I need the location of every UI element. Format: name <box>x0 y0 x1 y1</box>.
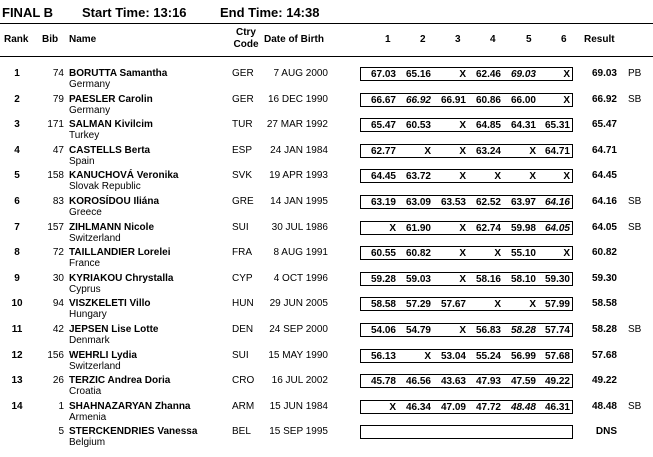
trial-1-value: 64.45 <box>370 171 396 183</box>
table-row <box>0 346 653 372</box>
country-code: CYP <box>232 272 253 284</box>
result-cell: 65.47 <box>591 119 617 131</box>
athlete-name: KYRIAKOU Chrystalla <box>69 272 174 284</box>
bib-cell: 156 <box>47 349 64 361</box>
trial-4-value: 47.72 <box>475 401 501 413</box>
header-name: Name <box>69 34 97 45</box>
trial-6-value: X <box>563 69 570 80</box>
record-badge: PB <box>628 68 642 79</box>
athlete-country: Greece <box>69 206 102 218</box>
trial-1-value: 54.06 <box>370 324 396 336</box>
trial-3-value: X <box>459 145 466 157</box>
header-result: Result <box>584 34 615 45</box>
athlete-name: SALMAN Kivilcim <box>69 119 153 131</box>
country-code: SVK <box>232 170 253 182</box>
athlete-country: Turkey <box>69 130 100 142</box>
trial-5-value: 69.03 <box>510 69 536 80</box>
bib-cell: 83 <box>52 195 64 207</box>
trials-box <box>360 374 573 388</box>
trial-3-value: 66.91 <box>440 94 466 106</box>
table-row <box>0 243 653 269</box>
bib-cell: 42 <box>52 323 64 335</box>
trial-2-value: 60.82 <box>405 248 431 260</box>
trials-box <box>360 169 573 183</box>
header-trial-6: 6 <box>561 34 567 45</box>
athlete-name: SHAHNAZARYAN Zhanna <box>69 400 191 412</box>
event-title-bar <box>2 5 652 21</box>
rank-cell: 1 <box>14 68 20 79</box>
table-row <box>0 422 653 448</box>
country-code: BEL <box>232 426 251 438</box>
result-cell: DNS <box>595 426 617 438</box>
date-of-birth: 16 DEC 1990 <box>267 93 328 105</box>
trial-6-value: 64.16 <box>544 196 570 208</box>
trials-box <box>360 195 573 209</box>
trial-3-value: X <box>459 171 466 183</box>
athlete-country: Spain <box>69 155 95 167</box>
header-ctry-code <box>231 27 261 51</box>
date-of-birth: 29 JUN 2005 <box>269 298 328 310</box>
trial-4-value: X <box>494 248 501 260</box>
trial-4-value: 62.46 <box>475 69 501 80</box>
trial-4-value: 63.24 <box>475 145 501 157</box>
rank-cell: 2 <box>14 93 20 105</box>
athlete-country: Hungary <box>69 309 107 321</box>
bib-cell: 94 <box>52 298 64 310</box>
trial-1-value: 65.47 <box>370 120 396 132</box>
country-code: HUN <box>232 298 254 310</box>
result-cell: 64.45 <box>591 170 617 182</box>
trials-box <box>360 93 573 107</box>
rank-cell: 5 <box>14 170 20 182</box>
trial-4-value: 58.16 <box>475 273 501 285</box>
trial-3-value: X <box>459 222 466 234</box>
trial-5-value: X <box>529 299 536 311</box>
trial-1-value: 66.67 <box>370 94 396 106</box>
header-ctry: Ctry <box>235 27 256 38</box>
results-table-body <box>0 64 653 448</box>
athlete-country: Slovak Republic <box>69 181 141 193</box>
trial-5-value: 63.97 <box>510 196 536 208</box>
trial-1-value: X <box>389 401 396 413</box>
result-cell: 66.92 <box>591 93 617 105</box>
trial-3-value: X <box>459 248 466 260</box>
bib-cell: 72 <box>52 247 64 259</box>
trial-2-value: 60.53 <box>405 120 431 132</box>
athlete-name: STERCKENDRIES Vanessa <box>69 426 198 438</box>
header-trial-1: 1 <box>385 34 391 45</box>
athlete-country: Cyprus <box>69 283 101 295</box>
trial-6-value: 64.05 <box>544 222 570 234</box>
country-code: GER <box>232 93 254 105</box>
athlete-country: Denmark <box>69 334 110 346</box>
trial-2-value: 66.92 <box>405 94 431 106</box>
rank-cell: 11 <box>11 323 23 335</box>
table-row <box>0 397 653 423</box>
trial-5-value: 66.00 <box>510 94 536 106</box>
trial-3-value: 63.53 <box>440 196 466 208</box>
bib-cell: 74 <box>52 68 64 79</box>
trials-box <box>360 400 573 414</box>
table-row <box>0 320 653 346</box>
trial-3-value: 53.04 <box>440 350 466 362</box>
bib-cell: 158 <box>47 170 64 182</box>
trial-4-value: X <box>494 171 501 183</box>
trial-4-value: 47.93 <box>475 376 501 388</box>
athlete-country: Germany <box>69 104 111 116</box>
trial-5-value: 58.10 <box>510 273 536 285</box>
trial-4-value: 62.52 <box>475 196 501 208</box>
bib-cell: 157 <box>47 221 64 233</box>
date-of-birth: 14 JAN 1995 <box>270 195 328 207</box>
start-time: Start Time: 13:16 <box>82 5 187 20</box>
table-row <box>0 115 653 141</box>
result-cell: 57.68 <box>591 349 617 361</box>
table-row <box>0 269 653 295</box>
event-title: FINAL B <box>2 5 54 20</box>
bib-cell: 5 <box>58 426 64 438</box>
trials-box <box>360 67 573 81</box>
country-code: FRA <box>232 247 252 259</box>
rank-cell: 13 <box>11 375 23 387</box>
trial-2-value: 46.34 <box>405 401 431 413</box>
table-row <box>0 371 653 397</box>
trial-6-value: 59.30 <box>544 273 570 285</box>
header-code: Code <box>233 39 259 50</box>
athlete-country: Germany <box>69 79 111 90</box>
record-badge: SB <box>628 221 642 233</box>
trial-2-value: 54.79 <box>405 324 431 336</box>
bib-cell: 171 <box>47 119 64 131</box>
trial-6-value: 49.22 <box>544 376 570 388</box>
rank-cell: 14 <box>11 400 23 412</box>
athlete-name: TAILLANDIER Lorelei <box>69 247 171 259</box>
result-cell: 48.48 <box>591 400 617 412</box>
date-of-birth: 19 APR 1993 <box>269 170 328 182</box>
table-row <box>0 141 653 167</box>
athlete-name: ZIHLMANN Nicole <box>69 221 154 233</box>
bib-cell: 30 <box>52 272 64 284</box>
table-row <box>0 192 653 218</box>
trial-4-value: 56.83 <box>475 324 501 336</box>
rank-cell: 3 <box>14 119 20 131</box>
result-cell: 64.16 <box>591 195 617 207</box>
trial-6-value: 57.99 <box>544 299 570 311</box>
rank-cell: 4 <box>14 144 20 156</box>
trials-box <box>360 297 573 311</box>
country-code: DEN <box>232 323 254 335</box>
athlete-name: JEPSEN Lise Lotte <box>69 323 159 335</box>
trial-5-value: 55.10 <box>510 248 536 260</box>
bib-cell: 47 <box>52 144 64 156</box>
date-of-birth: 24 SEP 2000 <box>269 323 328 335</box>
trial-6-value: 64.71 <box>544 145 570 157</box>
trial-4-value: 60.86 <box>475 94 501 106</box>
table-row <box>0 294 653 320</box>
trial-1-value: 63.19 <box>370 196 396 208</box>
result-cell: 69.03 <box>591 68 617 79</box>
trial-2-value: 63.09 <box>405 196 431 208</box>
trial-4-value: 64.85 <box>475 120 501 132</box>
trials-box <box>360 425 573 439</box>
table-header <box>0 23 653 56</box>
athlete-name: CASTELLS Berta <box>69 144 151 156</box>
rank-cell: 10 <box>11 298 23 310</box>
trial-5-value: X <box>529 145 536 157</box>
athlete-name: VISZKELETI Villo <box>69 298 151 310</box>
trial-2-value: 46.56 <box>405 376 431 388</box>
trials-box <box>360 272 573 286</box>
trial-3-value: 43.63 <box>440 376 466 388</box>
trial-1-value: 67.03 <box>370 69 396 80</box>
date-of-birth: 15 JUN 1984 <box>269 400 328 412</box>
trial-4-value: 55.24 <box>475 350 501 362</box>
header-bottom-rule <box>0 56 653 57</box>
trials-box <box>360 221 573 235</box>
trial-2-value: 63.72 <box>405 171 431 183</box>
rank-cell: 12 <box>11 349 23 361</box>
rank-cell: 6 <box>14 195 20 207</box>
trial-5-value: 58.28 <box>510 324 536 336</box>
bib-cell: 79 <box>52 93 64 105</box>
country-code: TUR <box>232 119 253 131</box>
rank-cell: 7 <box>14 221 20 233</box>
athlete-country: Belgium <box>69 437 106 449</box>
athlete-name: WEHRLI Lydia <box>69 349 137 361</box>
trial-5-value: 48.48 <box>510 401 536 413</box>
athlete-country: Switzerland <box>69 360 121 372</box>
trials-box <box>360 349 573 363</box>
athlete-name: BORUTTA Samantha <box>69 68 168 79</box>
trial-6-value: X <box>563 248 570 260</box>
record-badge: SB <box>628 93 642 105</box>
trial-3-value: X <box>459 69 466 80</box>
date-of-birth: 24 JAN 1984 <box>270 144 328 156</box>
trial-5-value: 47.59 <box>510 376 536 388</box>
trial-2-value: X <box>424 350 431 362</box>
trial-1-value: 56.13 <box>370 350 396 362</box>
date-of-birth: 15 MAY 1990 <box>268 349 328 361</box>
athlete-country: Croatia <box>69 386 102 398</box>
table-row <box>0 166 653 192</box>
table-row <box>0 90 653 116</box>
trial-1-value: 58.58 <box>370 299 396 311</box>
trial-5-value: X <box>529 171 536 183</box>
rank-cell: 8 <box>14 247 20 259</box>
trial-5-value: 59.98 <box>510 222 536 234</box>
trial-2-value: 61.90 <box>405 222 431 234</box>
athlete-country: France <box>69 258 101 270</box>
athlete-name: PAESLER Carolin <box>69 93 153 105</box>
result-cell: 64.05 <box>591 221 617 233</box>
athlete-country: Switzerland <box>69 232 121 244</box>
trial-3-value: X <box>459 324 466 336</box>
bib-cell: 1 <box>58 400 64 412</box>
table-row <box>0 64 653 90</box>
trials-box <box>360 323 573 337</box>
trials-box <box>360 144 573 158</box>
trial-3-value: X <box>459 120 466 132</box>
record-badge: SB <box>628 195 642 207</box>
result-cell: 49.22 <box>591 375 617 387</box>
trial-1-value: 45.78 <box>370 376 396 388</box>
header-bib: Bib <box>42 34 59 45</box>
country-code: SUI <box>232 221 249 233</box>
record-badge: SB <box>628 400 642 412</box>
trial-6-value: X <box>563 171 570 183</box>
header-trial-4: 4 <box>490 34 496 45</box>
athlete-name: TERZIC Andrea Doria <box>69 375 171 387</box>
country-code: SUI <box>232 349 249 361</box>
trial-6-value: 57.74 <box>544 324 570 336</box>
trial-6-value: 57.68 <box>544 350 570 362</box>
rank-cell: 9 <box>14 272 20 284</box>
date-of-birth: 15 SEP 1995 <box>269 426 328 438</box>
date-of-birth: 30 JUL 1986 <box>271 221 328 233</box>
result-cell: 58.28 <box>591 323 617 335</box>
country-code: ARM <box>232 400 255 412</box>
trials-box <box>360 246 573 260</box>
trial-5-value: 64.31 <box>510 120 536 132</box>
result-cell: 58.58 <box>591 298 617 310</box>
result-cell: 64.71 <box>591 144 617 156</box>
country-code: GRE <box>232 195 254 207</box>
country-code: CRO <box>232 375 255 387</box>
record-badge: SB <box>628 323 642 335</box>
trial-3-value: X <box>459 273 466 285</box>
header-trial-2: 2 <box>420 34 426 45</box>
trial-2-value: 57.29 <box>405 299 431 311</box>
trial-1-value: 60.55 <box>370 248 396 260</box>
country-code: GER <box>232 68 254 79</box>
country-code: ESP <box>232 144 253 156</box>
trial-2-value: 65.16 <box>405 69 431 80</box>
trial-6-value: 65.31 <box>544 120 570 132</box>
date-of-birth: 4 OCT 1996 <box>273 272 328 284</box>
trial-2-value: 59.03 <box>405 273 431 285</box>
date-of-birth: 7 AUG 2000 <box>273 68 328 79</box>
header-rank: Rank <box>4 34 29 45</box>
trial-4-value: X <box>494 299 501 311</box>
athlete-name: KOROSÍDOU Iliána <box>69 195 160 207</box>
trial-2-value: X <box>424 145 431 157</box>
header-trial-5: 5 <box>526 34 532 45</box>
athlete-name: KANUCHOVÁ Veronika <box>69 170 179 182</box>
trial-6-value: X <box>563 94 570 106</box>
trials-box <box>360 118 573 132</box>
trial-1-value: 59.28 <box>370 273 396 285</box>
trial-1-value: 62.77 <box>370 145 396 157</box>
trial-5-value: 56.99 <box>510 350 536 362</box>
result-cell: 60.82 <box>591 247 617 259</box>
result-cell: 59.30 <box>591 272 617 284</box>
trial-4-value: 62.74 <box>475 222 501 234</box>
trial-6-value: 46.31 <box>544 401 570 413</box>
header-dob: Date of Birth <box>264 34 324 45</box>
end-time: End Time: 14:38 <box>220 5 320 20</box>
trial-3-value: 47.09 <box>440 401 466 413</box>
trial-3-value: 57.67 <box>440 299 466 311</box>
date-of-birth: 27 MAR 1992 <box>266 119 328 131</box>
table-row <box>0 218 653 244</box>
date-of-birth: 16 JUL 2002 <box>271 375 328 387</box>
bib-cell: 26 <box>52 375 64 387</box>
header-trial-3: 3 <box>455 34 461 45</box>
date-of-birth: 8 AUG 1991 <box>273 247 328 259</box>
trial-1-value: X <box>389 222 396 234</box>
athlete-country: Armenia <box>69 411 107 423</box>
